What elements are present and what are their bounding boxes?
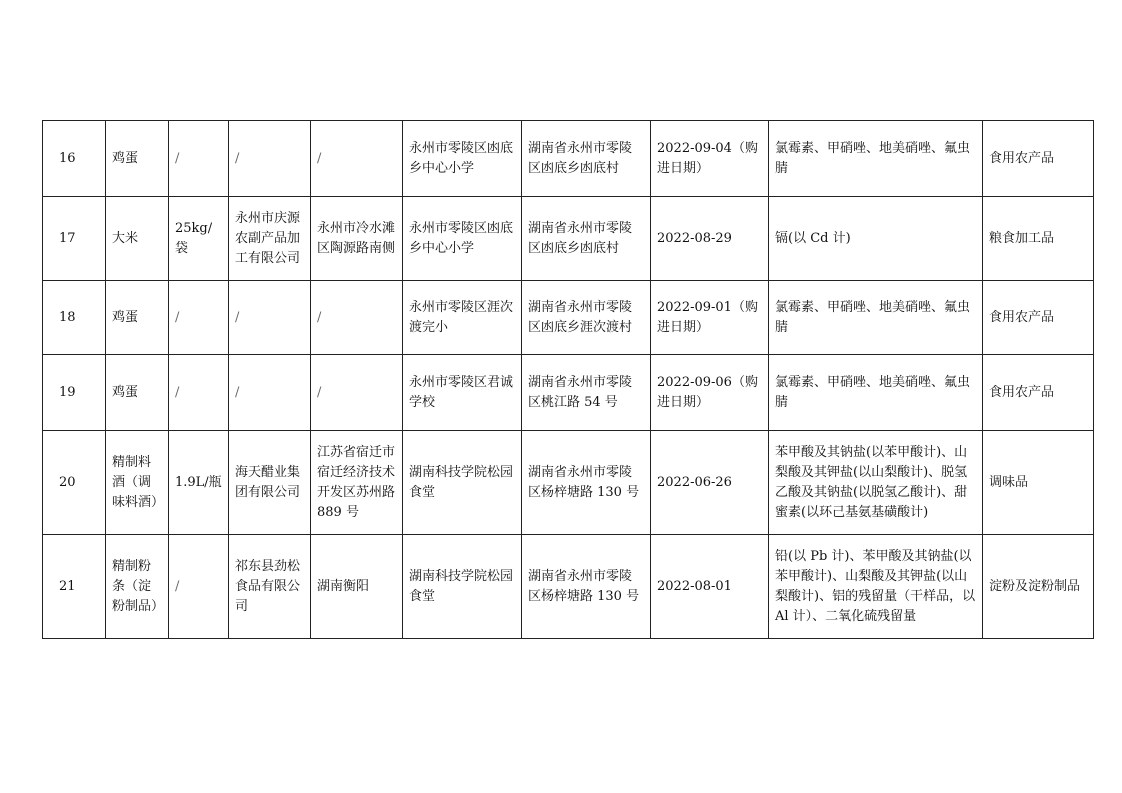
food-category: 粮食加工品 (983, 197, 1094, 281)
sample-spec: / (169, 535, 229, 639)
test-items: 氯霉素、甲硝唑、地美硝唑、氟虫腈 (769, 121, 983, 197)
sampled-unit-address: 湖南省永州市零陵区凼底乡涯次渡村 (522, 281, 651, 355)
manufacturer-address: 永州市冷水滩区陶源路南侧 (311, 197, 403, 281)
sample-spec: / (169, 355, 229, 431)
sampled-unit: 永州市零陵区凼底乡中心小学 (403, 121, 522, 197)
production-date: 2022-06-26 (651, 431, 769, 535)
sampled-unit-address: 湖南省永州市零陵区杨梓塘路 130 号 (522, 431, 651, 535)
sampled-unit: 湖南科技学院松园食堂 (403, 431, 522, 535)
manufacturer-address: 湖南衡阳 (311, 535, 403, 639)
row-number: 21 (43, 535, 106, 639)
table-body (43, 121, 1094, 639)
food-category: 食用农产品 (983, 281, 1094, 355)
sampled-unit-address: 湖南省永州市零陵区桃江路 54 号 (522, 355, 651, 431)
row-number: 17 (43, 197, 106, 281)
sample-name: 鸡蛋 (106, 355, 169, 431)
test-items: 铅(以 Pb 计)、苯甲酸及其钠盐(以苯甲酸计)、山梨酸及其钾盐(以山梨酸计)、铝的残留量（干样品，以 Al 计）、二氧化硫残留量 (769, 535, 983, 639)
table-row (43, 281, 1094, 355)
row-number: 18 (43, 281, 106, 355)
sampling-results-table-wrapper (42, 120, 1093, 639)
sample-name: 精制料酒（调味料酒） (106, 431, 169, 535)
test-items: 氯霉素、甲硝唑、地美硝唑、氟虫腈 (769, 355, 983, 431)
food-category: 食用农产品 (983, 355, 1094, 431)
sampling-results-table (42, 120, 1094, 639)
manufacturer-address: / (311, 281, 403, 355)
sampled-unit-address: 湖南省永州市零陵区杨梓塘路 130 号 (522, 535, 651, 639)
manufacturer-address: / (311, 121, 403, 197)
sample-spec: / (169, 281, 229, 355)
sample-spec: 25kg/袋 (169, 197, 229, 281)
test-items: 苯甲酸及其钠盐(以苯甲酸计)、山梨酸及其钾盐(以山梨酸计)、脱氢乙酸及其钠盐(以脱氢乙酸计)、甜蜜素(以环己基氨基磺酸计) (769, 431, 983, 535)
table-row (43, 535, 1094, 639)
row-number: 20 (43, 431, 106, 535)
production-date: 2022-09-01（购进日期） (651, 281, 769, 355)
sampled-unit: 永州市零陵区君诚学校 (403, 355, 522, 431)
food-category: 调味品 (983, 431, 1094, 535)
manufacturer-address: / (311, 355, 403, 431)
sample-name: 鸡蛋 (106, 121, 169, 197)
sampled-unit-address: 湖南省永州市零陵区凼底乡凼底村 (522, 121, 651, 197)
food-category: 淀粉及淀粉制品 (983, 535, 1094, 639)
sampled-unit: 湖南科技学院松园食堂 (403, 535, 522, 639)
sample-name: 鸡蛋 (106, 281, 169, 355)
sampled-unit: 永州市零陵区涯次渡完小 (403, 281, 522, 355)
sample-name: 精制粉条（淀粉制品） (106, 535, 169, 639)
test-items: 氯霉素、甲硝唑、地美硝唑、氟虫腈 (769, 281, 983, 355)
manufacturer-name: / (229, 121, 311, 197)
production-date: 2022-08-29 (651, 197, 769, 281)
sample-name: 大米 (106, 197, 169, 281)
production-date: 2022-08-01 (651, 535, 769, 639)
manufacturer-name: / (229, 355, 311, 431)
table-row (43, 431, 1094, 535)
sample-spec: / (169, 121, 229, 197)
test-items: 镉(以 Cd 计) (769, 197, 983, 281)
table-row (43, 355, 1094, 431)
sample-spec: 1.9L/瓶 (169, 431, 229, 535)
sampled-unit: 永州市零陵区凼底乡中心小学 (403, 197, 522, 281)
manufacturer-name: 永州市庆源农副产品加工有限公司 (229, 197, 311, 281)
production-date: 2022-09-06（购进日期） (651, 355, 769, 431)
manufacturer-name: / (229, 281, 311, 355)
manufacturer-name: 海天醋业集团有限公司 (229, 431, 311, 535)
table-row (43, 121, 1094, 197)
row-number: 16 (43, 121, 106, 197)
manufacturer-address: 江苏省宿迁市宿迁经济技术开发区苏州路 889 号 (311, 431, 403, 535)
sampled-unit-address: 湖南省永州市零陵区凼底乡凼底村 (522, 197, 651, 281)
food-category: 食用农产品 (983, 121, 1094, 197)
production-date: 2022-09-04（购进日期） (651, 121, 769, 197)
table-row (43, 197, 1094, 281)
manufacturer-name: 祁东县劲松食品有限公司 (229, 535, 311, 639)
row-number: 19 (43, 355, 106, 431)
